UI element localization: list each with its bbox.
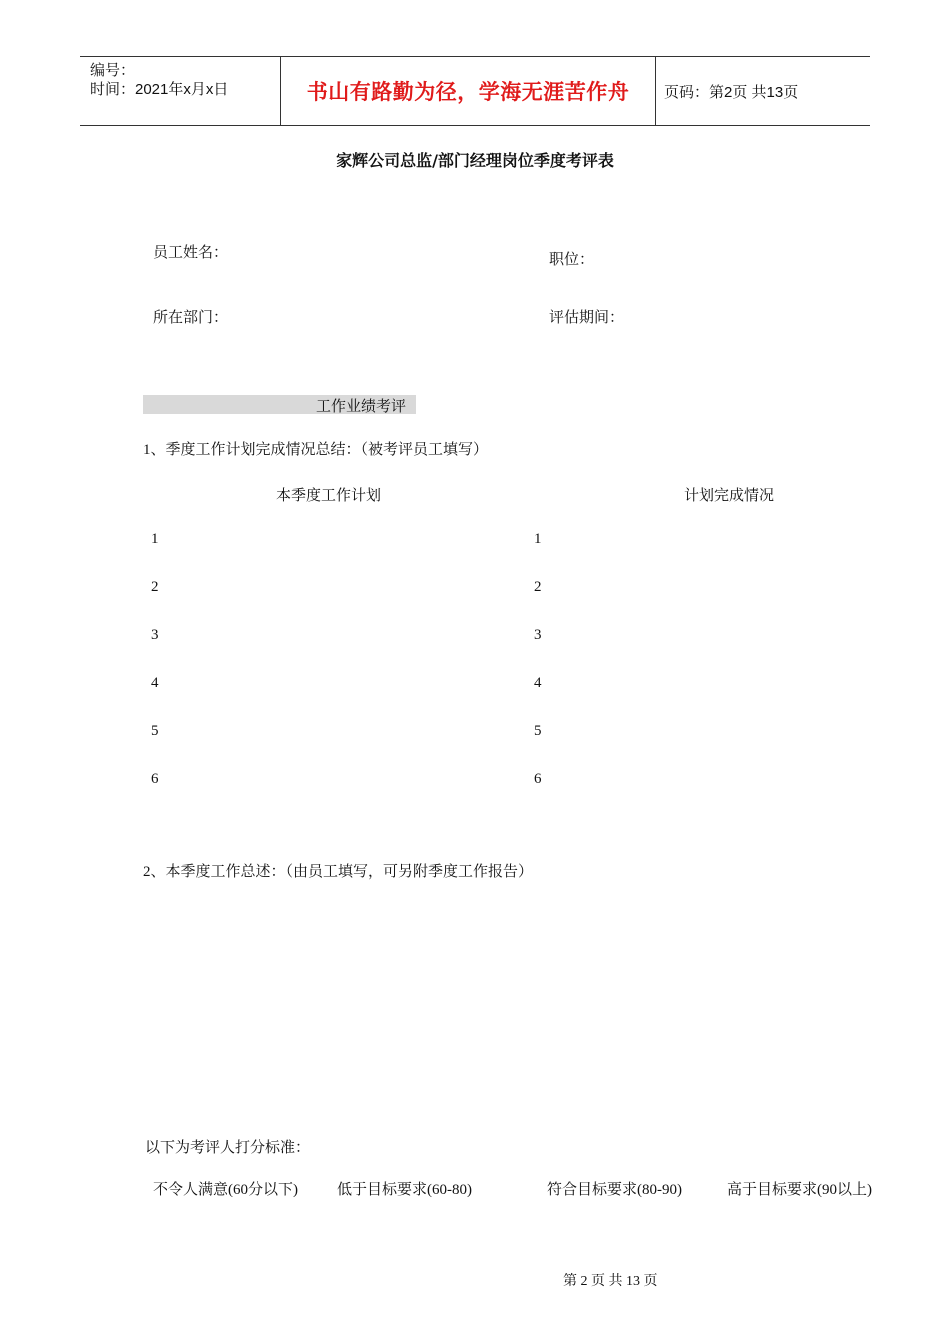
item2-heading: 2、本季度工作总述：（由员工填写，可另附季度工作报告） bbox=[143, 864, 534, 880]
status-row-number: 3 bbox=[534, 627, 542, 643]
plan-row-number: 2 bbox=[151, 579, 159, 595]
status-column-header: 计划完成情况 bbox=[684, 488, 775, 504]
plan-row-number: 5 bbox=[151, 723, 159, 739]
header-meta bbox=[80, 57, 280, 125]
score-level-meets-target: 符合目标要求(80-90) bbox=[547, 1182, 682, 1198]
evaluation-period-field: 评估期间： bbox=[549, 310, 625, 326]
score-level-above-target: 高于目标要求(90以上) bbox=[727, 1182, 872, 1198]
header-slogan-cell bbox=[280, 57, 656, 125]
page-footer: 第 2 页 共 13 页 bbox=[563, 1274, 658, 1289]
plan-row-number: 6 bbox=[151, 771, 159, 787]
page-header bbox=[80, 56, 870, 126]
document-title: 家辉公司总监/部门经理岗位季度考评表 bbox=[336, 151, 614, 170]
plan-row-number: 3 bbox=[151, 627, 159, 643]
department-field: 所在部门： bbox=[153, 310, 229, 326]
status-row-number: 2 bbox=[534, 579, 542, 595]
section-heading: 工作业绩考评 bbox=[316, 399, 407, 415]
document-time-label: 时间：2021年x月x日 bbox=[90, 81, 229, 98]
document-number-label: 编号： bbox=[90, 62, 136, 79]
item1-heading: 1、季度工作计划完成情况总结：（被考评员工填写） bbox=[143, 442, 489, 458]
plan-row-number: 4 bbox=[151, 675, 159, 691]
plan-column-header: 本季度工作计划 bbox=[276, 488, 382, 504]
plan-row-number: 1 bbox=[151, 531, 159, 547]
header-slogan: 书山有路勤为径，学海无涯苦作舟 bbox=[306, 80, 630, 104]
status-row-number: 1 bbox=[534, 531, 542, 547]
employee-name-field: 员工姓名： bbox=[153, 245, 229, 261]
status-row-number: 4 bbox=[534, 675, 542, 691]
position-field: 职位： bbox=[549, 252, 595, 268]
status-row-number: 5 bbox=[534, 723, 542, 739]
score-level-below-target: 低于目标要求(60-80) bbox=[337, 1182, 472, 1198]
status-row-number: 6 bbox=[534, 771, 542, 787]
scoring-intro: 以下为考评人打分标准： bbox=[145, 1140, 311, 1156]
header-page-number: 页码：第2页 共13页 bbox=[664, 83, 799, 101]
score-level-unsatisfactory: 不令人满意(60分以下) bbox=[153, 1182, 298, 1198]
